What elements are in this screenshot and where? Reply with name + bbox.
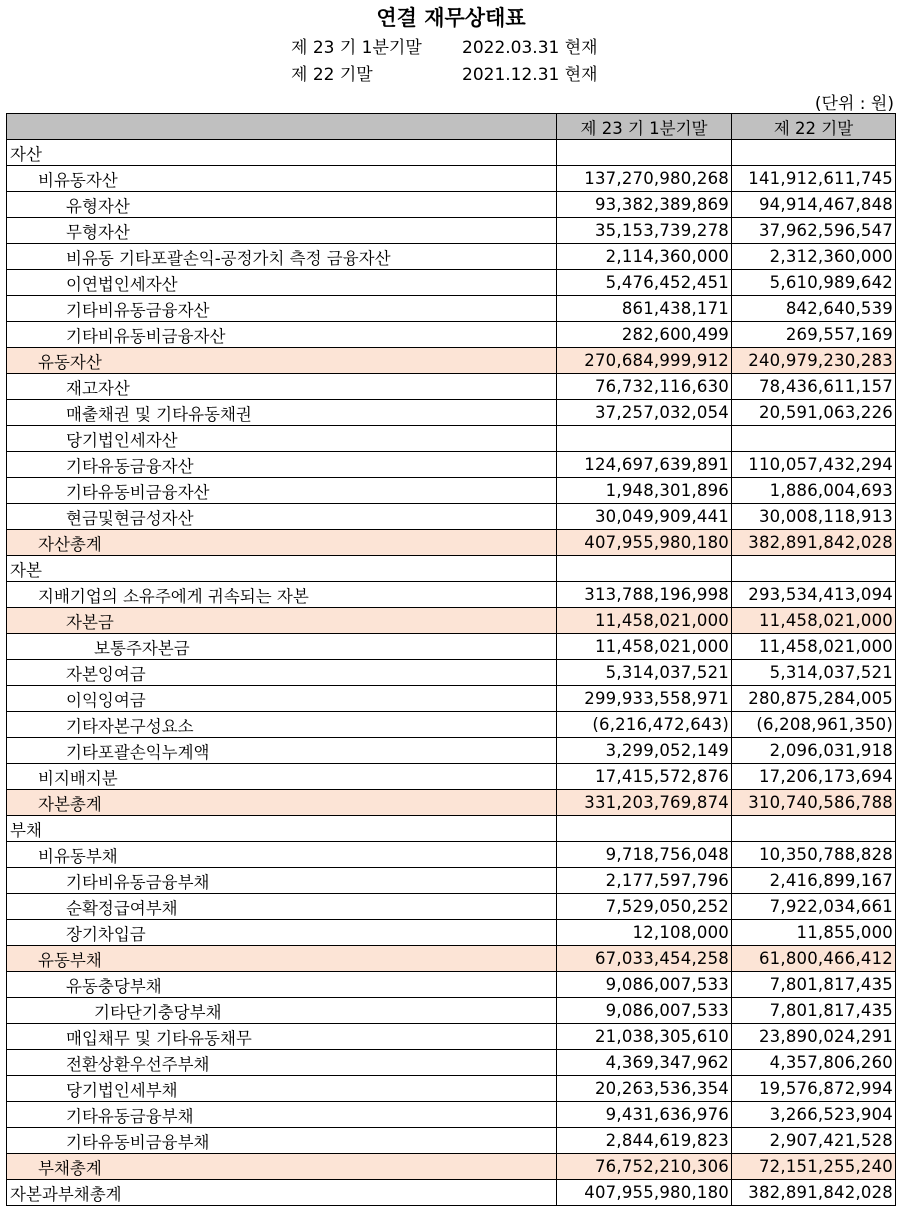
- current-period-value: 12,108,000: [557, 920, 732, 946]
- account-name: 유형자산: [7, 192, 557, 218]
- current-period-value: [557, 140, 732, 166]
- period-current-label: 제 23 기 1분기말: [291, 38, 422, 58]
- prior-period-value: 382,891,842,028: [732, 1180, 896, 1206]
- prior-period-value: 269,557,169: [732, 322, 896, 348]
- prior-period-value: 37,962,596,547: [732, 218, 896, 244]
- table-row: [7, 972, 896, 998]
- account-name: 기타단기충당부채: [7, 998, 557, 1024]
- table-row: [7, 270, 896, 296]
- prior-period-value: [732, 816, 896, 842]
- table-row: [7, 894, 896, 920]
- account-name: 장기차입금: [7, 920, 557, 946]
- prior-period-value: (6,208,961,350): [732, 712, 896, 738]
- prior-period-value: 240,979,230,283: [732, 348, 896, 374]
- current-period-value: 313,788,196,998: [557, 582, 732, 608]
- account-name: 전환상환우선주부채: [7, 1050, 557, 1076]
- table-row: [7, 764, 896, 790]
- prior-period-value: 78,436,611,157: [732, 374, 896, 400]
- account-name: 기타비유동비금융자산: [7, 322, 557, 348]
- account-name: 기타유동금융부채: [7, 1102, 557, 1128]
- table-row: [7, 582, 896, 608]
- account-name: 지배기업의 소유주에게 귀속되는 자본: [7, 582, 557, 608]
- current-period-value: 67,033,454,258: [557, 946, 732, 972]
- table-row: [7, 244, 896, 270]
- current-period-value: 21,038,305,610: [557, 1024, 732, 1050]
- account-name: 재고자산: [7, 374, 557, 400]
- current-period-value: 2,114,360,000: [557, 244, 732, 270]
- account-name: 비유동 기타포괄손익-공정가치 측정 금융자산: [7, 244, 557, 270]
- table-row: [7, 634, 896, 660]
- prior-period-value: [732, 140, 896, 166]
- current-period-value: 407,955,980,180: [557, 1180, 732, 1206]
- current-period-value: [557, 556, 732, 582]
- prior-period-value: 2,312,360,000: [732, 244, 896, 270]
- account-name: 유동충당부채: [7, 972, 557, 998]
- account-name: 매출채권 및 기타유동채권: [7, 400, 557, 426]
- prior-period-value: 11,855,000: [732, 920, 896, 946]
- account-name: 유동자산: [7, 348, 557, 374]
- prior-period-value: 2,907,421,528: [732, 1128, 896, 1154]
- current-period-value: 861,438,171: [557, 296, 732, 322]
- account-name: 기타포괄손익누계액: [7, 738, 557, 764]
- account-name: 자산총계: [7, 530, 557, 556]
- account-name: 현금및현금성자산: [7, 504, 557, 530]
- account-name: 기타비유동금융부채: [7, 868, 557, 894]
- unit-label: (단위 : 원): [814, 94, 894, 114]
- current-period-value: [557, 816, 732, 842]
- account-name: 순확정급여부채: [7, 894, 557, 920]
- current-period-value: 20,263,536,354: [557, 1076, 732, 1102]
- current-period-value: 2,844,619,823: [557, 1128, 732, 1154]
- current-period-value: 282,600,499: [557, 322, 732, 348]
- table-row: [7, 920, 896, 946]
- current-period-value: 11,458,021,000: [557, 634, 732, 660]
- prior-period-value: 7,801,817,435: [732, 972, 896, 998]
- current-period-value: 35,153,739,278: [557, 218, 732, 244]
- current-period-value: (6,216,472,643): [557, 712, 732, 738]
- account-name: 자본잉여금: [7, 660, 557, 686]
- prior-period-value: 141,912,611,745: [732, 166, 896, 192]
- balance-sheet-table: [6, 113, 896, 1206]
- account-name: 자본: [7, 556, 557, 582]
- table-row: [7, 296, 896, 322]
- prior-period-value: 5,314,037,521: [732, 660, 896, 686]
- prior-period-value: [732, 556, 896, 582]
- header-prior-period: 제 22 기말: [732, 114, 896, 140]
- table-row: [7, 738, 896, 764]
- prior-period-value: [732, 426, 896, 452]
- current-period-value: 30,049,909,441: [557, 504, 732, 530]
- table-row: [7, 192, 896, 218]
- current-period-value: 5,314,037,521: [557, 660, 732, 686]
- table-row: [7, 868, 896, 894]
- prior-period-value: 72,151,255,240: [732, 1154, 896, 1180]
- prior-period-value: 19,576,872,994: [732, 1076, 896, 1102]
- period-current-date: 2022.03.31 현재: [462, 38, 598, 58]
- table-row: [7, 556, 896, 582]
- table-row: [7, 218, 896, 244]
- account-name: 보통주자본금: [7, 634, 557, 660]
- current-period-value: 5,476,452,451: [557, 270, 732, 296]
- current-period-value: 7,529,050,252: [557, 894, 732, 920]
- table-row: [7, 686, 896, 712]
- table-row: [7, 608, 896, 634]
- period-prior-label: 제 22 기말: [291, 65, 373, 85]
- account-name: 자본과부채총계: [7, 1180, 557, 1206]
- account-name: 기타자본구성요소: [7, 712, 557, 738]
- period-prior-date: 2021.12.31 현재: [462, 65, 598, 85]
- table-row: [7, 374, 896, 400]
- account-name: 자본총계: [7, 790, 557, 816]
- table-row: [7, 504, 896, 530]
- table-row: [7, 790, 896, 816]
- prior-period-value: 2,416,899,167: [732, 868, 896, 894]
- prior-period-value: 280,875,284,005: [732, 686, 896, 712]
- prior-period-value: 4,357,806,260: [732, 1050, 896, 1076]
- current-period-value: 76,752,210,306: [557, 1154, 732, 1180]
- table-row: [7, 348, 896, 374]
- header-row: [7, 114, 896, 140]
- current-period-value: 11,458,021,000: [557, 608, 732, 634]
- prior-period-value: 382,891,842,028: [732, 530, 896, 556]
- current-period-value: 124,697,639,891: [557, 452, 732, 478]
- current-period-value: 37,257,032,054: [557, 400, 732, 426]
- account-name: 당기법인세부채: [7, 1076, 557, 1102]
- prior-period-value: 17,206,173,694: [732, 764, 896, 790]
- current-period-value: 1,948,301,896: [557, 478, 732, 504]
- current-period-value: 76,732,116,630: [557, 374, 732, 400]
- current-period-value: 137,270,980,268: [557, 166, 732, 192]
- current-period-value: 407,955,980,180: [557, 530, 732, 556]
- current-period-value: 9,086,007,533: [557, 972, 732, 998]
- current-period-value: 270,684,999,912: [557, 348, 732, 374]
- table-row: [7, 1050, 896, 1076]
- table-row: [7, 1024, 896, 1050]
- prior-period-value: 310,740,586,788: [732, 790, 896, 816]
- table-row: [7, 712, 896, 738]
- account-name: 유동부채: [7, 946, 557, 972]
- account-name: 기타유동금융자산: [7, 452, 557, 478]
- table-row: [7, 530, 896, 556]
- table-row: [7, 400, 896, 426]
- table-row: [7, 842, 896, 868]
- table-row: [7, 1128, 896, 1154]
- prior-period-value: 2,096,031,918: [732, 738, 896, 764]
- header-account: [7, 114, 557, 140]
- account-name: 비지배지분: [7, 764, 557, 790]
- table-row: [7, 1076, 896, 1102]
- table-row: [7, 816, 896, 842]
- prior-period-value: 23,890,024,291: [732, 1024, 896, 1050]
- current-period-value: 9,718,756,048: [557, 842, 732, 868]
- account-name: 기타비유동금융자산: [7, 296, 557, 322]
- table-row: [7, 1154, 896, 1180]
- table-row: [7, 452, 896, 478]
- prior-period-value: 1,886,004,693: [732, 478, 896, 504]
- table-row: [7, 166, 896, 192]
- current-period-value: 331,203,769,874: [557, 790, 732, 816]
- prior-period-value: 10,350,788,828: [732, 842, 896, 868]
- table-row: [7, 946, 896, 972]
- account-name: 기타유동비금융부채: [7, 1128, 557, 1154]
- prior-period-value: 11,458,021,000: [732, 608, 896, 634]
- prior-period-value: 110,057,432,294: [732, 452, 896, 478]
- current-period-value: 9,431,636,976: [557, 1102, 732, 1128]
- table-row: [7, 140, 896, 166]
- account-name: 이연법인세자산: [7, 270, 557, 296]
- prior-period-value: 7,922,034,661: [732, 894, 896, 920]
- prior-period-value: 293,534,413,094: [732, 582, 896, 608]
- prior-period-value: 30,008,118,913: [732, 504, 896, 530]
- account-name: 부채: [7, 816, 557, 842]
- current-period-value: 299,933,558,971: [557, 686, 732, 712]
- current-period-value: 93,382,389,869: [557, 192, 732, 218]
- prior-period-value: 61,800,466,412: [732, 946, 896, 972]
- prior-period-value: 842,640,539: [732, 296, 896, 322]
- header-current-period: 제 23 기 1분기말: [557, 114, 732, 140]
- account-name: 이익잉여금: [7, 686, 557, 712]
- current-period-value: 9,086,007,533: [557, 998, 732, 1024]
- account-name: 비유동자산: [7, 166, 557, 192]
- account-name: 자산: [7, 140, 557, 166]
- table-row: [7, 322, 896, 348]
- table-row: [7, 478, 896, 504]
- current-period-value: 4,369,347,962: [557, 1050, 732, 1076]
- prior-period-value: 5,610,989,642: [732, 270, 896, 296]
- statement-title: 연결 재무상태표: [376, 6, 526, 30]
- table-row: [7, 660, 896, 686]
- table-row: [7, 1180, 896, 1206]
- table-row: [7, 998, 896, 1024]
- account-name: 비유동부채: [7, 842, 557, 868]
- current-period-value: 2,177,597,796: [557, 868, 732, 894]
- current-period-value: [557, 426, 732, 452]
- table-row: [7, 1102, 896, 1128]
- current-period-value: 3,299,052,149: [557, 738, 732, 764]
- table-row: [7, 426, 896, 452]
- account-name: 당기법인세자산: [7, 426, 557, 452]
- account-name: 무형자산: [7, 218, 557, 244]
- account-name: 매입채무 및 기타유동채무: [7, 1024, 557, 1050]
- current-period-value: 17,415,572,876: [557, 764, 732, 790]
- account-name: 자본금: [7, 608, 557, 634]
- prior-period-value: 20,591,063,226: [732, 400, 896, 426]
- prior-period-value: 94,914,467,848: [732, 192, 896, 218]
- account-name: 기타유동비금융자산: [7, 478, 557, 504]
- prior-period-value: 7,801,817,435: [732, 998, 896, 1024]
- prior-period-value: 3,266,523,904: [732, 1102, 896, 1128]
- account-name: 부채총계: [7, 1154, 557, 1180]
- prior-period-value: 11,458,021,000: [732, 634, 896, 660]
